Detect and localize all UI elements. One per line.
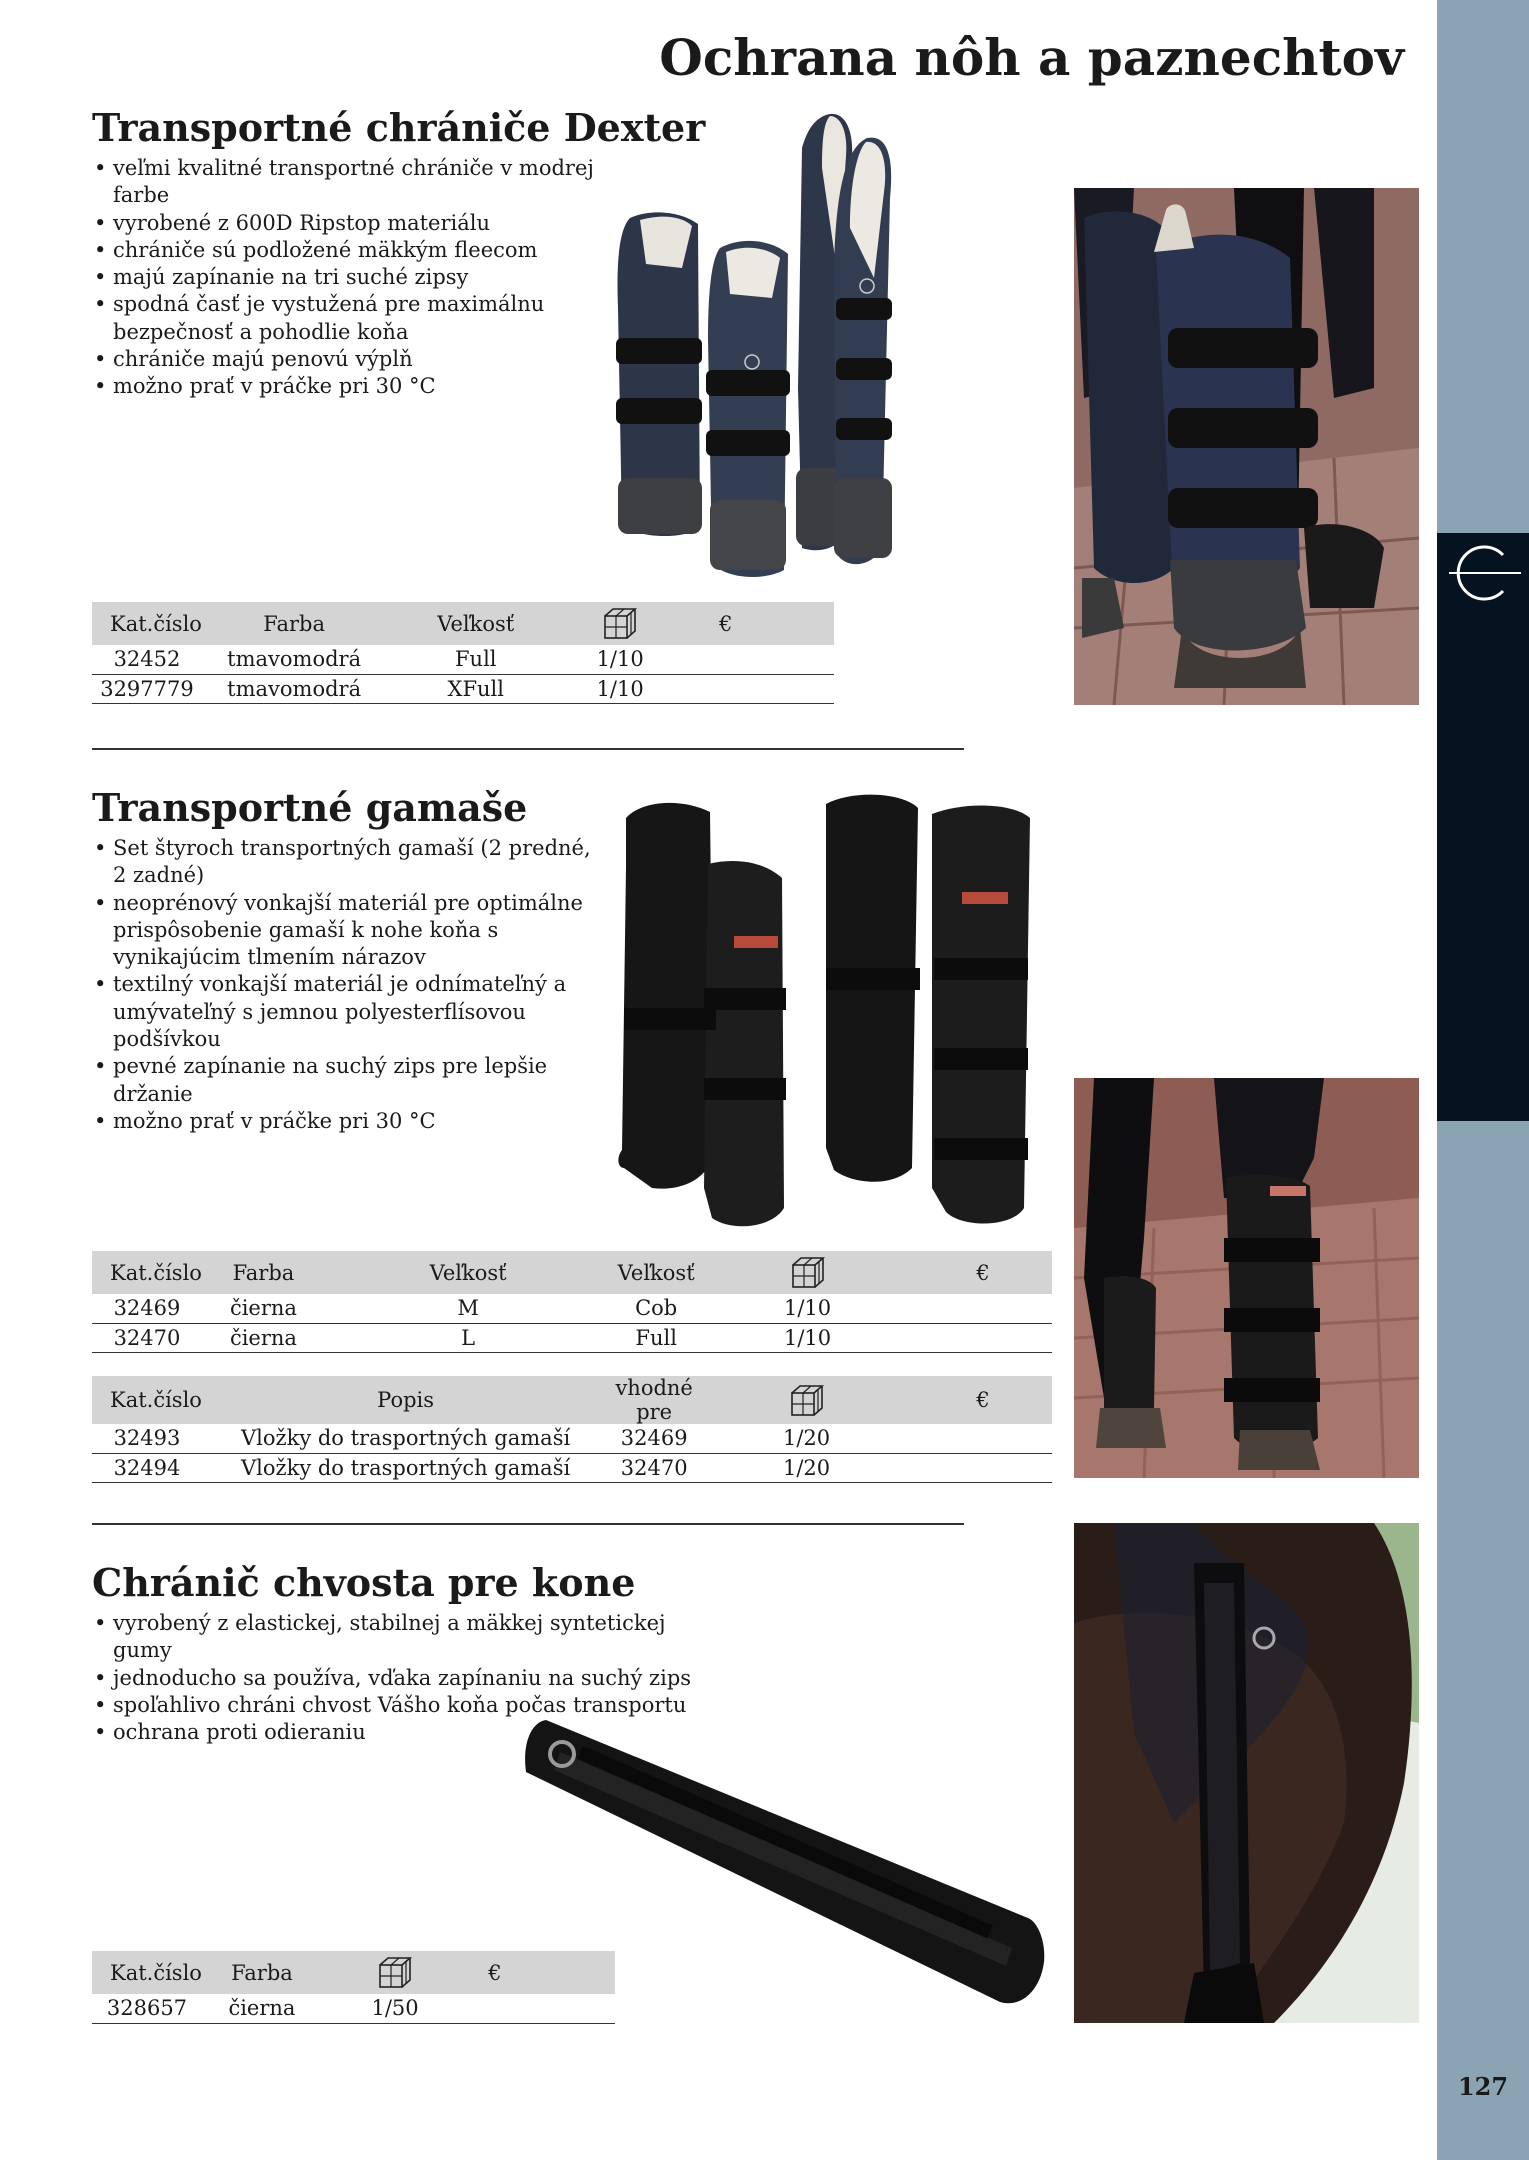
table-cell (468, 1994, 615, 2023)
product-table-dexter (92, 602, 834, 704)
col-header-size: Veľkosť (325, 1251, 611, 1294)
table-cell: čierna (202, 1323, 325, 1352)
table-cell: 1/10 (565, 674, 675, 703)
table-cell: 32470 (609, 1453, 699, 1482)
table-row (92, 674, 834, 703)
list-item: • textilný vonkajší materiál je odnímateľný a umývateľný s jemnou polyesterflísovou podšívkou (92, 971, 592, 1053)
col-header-suitable: vhodné pre (609, 1376, 699, 1424)
table-cell: tmavomodrá (202, 645, 386, 674)
table-cell: čierna (202, 1294, 325, 1323)
section-title-gamase: Transportné gamaše (92, 785, 528, 830)
list-item: • vyrobené z 600D Ripstop materiálu (92, 210, 607, 237)
table-cell: 1/20 (699, 1453, 914, 1482)
package-box-icon (701, 1251, 914, 1294)
table-cell: M (325, 1294, 611, 1323)
feature-list-gamase (92, 835, 592, 1135)
table-cell: 1/50 (322, 1994, 468, 2023)
covalliero-c-logo-icon (1437, 533, 1529, 613)
table-cell: 32469 (609, 1424, 699, 1453)
table-cell: 32493 (92, 1424, 202, 1453)
gamase-photo (1074, 1078, 1419, 1478)
list-item: • ochrana proti odieraniu (92, 1719, 712, 1746)
col-header-color: Farba (202, 1251, 325, 1294)
package-box-icon (699, 1376, 914, 1424)
table-cell: 32494 (92, 1453, 202, 1482)
list-item: • Set štyroch transportných gamaší (2 predné, 2 zadné) (92, 835, 592, 890)
list-item: • možno prať v práčke pri 30 °C (92, 1108, 592, 1135)
table-cell: Vložky do trasportných gamaší (202, 1453, 609, 1482)
feature-list-dexter (92, 155, 607, 401)
dexter-boots-photo (1074, 188, 1419, 705)
col-header-cat: Kat.číslo (92, 602, 202, 645)
table-cell: 32452 (92, 645, 202, 674)
table-cell: tmavomodrá (202, 674, 386, 703)
list-item: • pevné zapínanie na suchý zips pre lepšie držanie (92, 1053, 592, 1108)
package-box-icon (565, 602, 675, 645)
table-cell: 32470 (92, 1323, 202, 1352)
col-header-cat: Kat.číslo (92, 1951, 202, 1994)
product-table-gamase (92, 1251, 1052, 1353)
page-number: 127 (1457, 2072, 1509, 2101)
col-header-cat: Kat.číslo (92, 1251, 202, 1294)
list-item: • spoľahlivo chráni chvost Vášho koňa počas transportu (92, 1692, 712, 1719)
table-cell (914, 1323, 1052, 1352)
side-dark-band (1437, 533, 1529, 1121)
table-row (92, 645, 834, 674)
table-cell: Full (386, 645, 565, 674)
tail-guard-photo (1074, 1523, 1419, 2023)
table-row (92, 1424, 1052, 1453)
table-cell: XFull (386, 674, 565, 703)
table-row (92, 1453, 1052, 1482)
section-title-tail-guard: Chránič chvosta pre kone (92, 1560, 636, 1605)
list-item: • chrániče sú podložené mäkkým fleecom (92, 237, 607, 264)
table-cell: 1/10 (565, 645, 675, 674)
list-item: • chrániče majú penovú výplň (92, 346, 607, 373)
product-table-tail-guard (92, 1951, 615, 2024)
table-cell: Vložky do trasportných gamaší (202, 1424, 609, 1453)
col-header-description: Popis (202, 1376, 609, 1424)
col-header-price: € (675, 602, 834, 645)
table-cell: Full (611, 1323, 701, 1352)
table-cell: 328657 (92, 1994, 202, 2023)
section-divider (92, 748, 964, 750)
col-header-cat: Kat.číslo (92, 1376, 202, 1424)
list-item: • možno prať v práčke pri 30 °C (92, 373, 607, 400)
table-cell: Cob (611, 1294, 701, 1323)
package-box-icon (322, 1951, 468, 1994)
table-cell: 1/10 (701, 1323, 914, 1352)
table-cell (914, 1294, 1052, 1323)
page-title: Ochrana nôh a paznechtov (659, 28, 1404, 87)
table-cell (675, 674, 834, 703)
table-cell: 32469 (92, 1294, 202, 1323)
table-cell (914, 1453, 1052, 1482)
list-item: • vyrobený z elastickej, stabilnej a mäkkej syntetickej gumy (92, 1610, 712, 1665)
table-row (92, 1323, 1052, 1352)
dexter-boots-product-image (612, 108, 902, 580)
list-item: • spodná časť je vystužená pre maximálnu bezpečnosť a pohodlie koňa (92, 291, 607, 346)
col-header-price: € (914, 1376, 1052, 1424)
list-item: • neoprénový vonkajší materiál pre optimálne prispôsobenie gamaší k nohe koňa s vynikajúcim tlmením nárazov (92, 890, 592, 972)
col-header-color: Farba (202, 602, 386, 645)
section-title-dexter: Transportné chrániče Dexter (92, 105, 706, 150)
table-row (92, 1294, 1052, 1323)
table-cell (914, 1424, 1052, 1453)
table-cell: L (325, 1323, 611, 1352)
table-cell (675, 645, 834, 674)
col-header-size: Veľkosť (611, 1251, 701, 1294)
table-cell: 3297779 (92, 674, 202, 703)
list-item: • jednoducho sa používa, vďaka zapínaniu na suchý zips (92, 1665, 712, 1692)
table-cell: čierna (202, 1994, 322, 2023)
col-header-price: € (914, 1251, 1052, 1294)
list-item: • majú zapínanie na tri suché zipsy (92, 264, 607, 291)
col-header-size: Veľkosť (386, 602, 565, 645)
table-cell: 1/10 (701, 1294, 914, 1323)
gamase-product-image (612, 788, 1060, 1236)
table-cell: 1/20 (699, 1424, 914, 1453)
section-divider (92, 1523, 964, 1525)
col-header-color: Farba (202, 1951, 322, 1994)
col-header-price: € (468, 1951, 615, 1994)
table-row (92, 1994, 615, 2023)
list-item: • veľmi kvalitné transportné chrániče v modrej farbe (92, 155, 607, 210)
product-table-vlozky (92, 1376, 1052, 1483)
